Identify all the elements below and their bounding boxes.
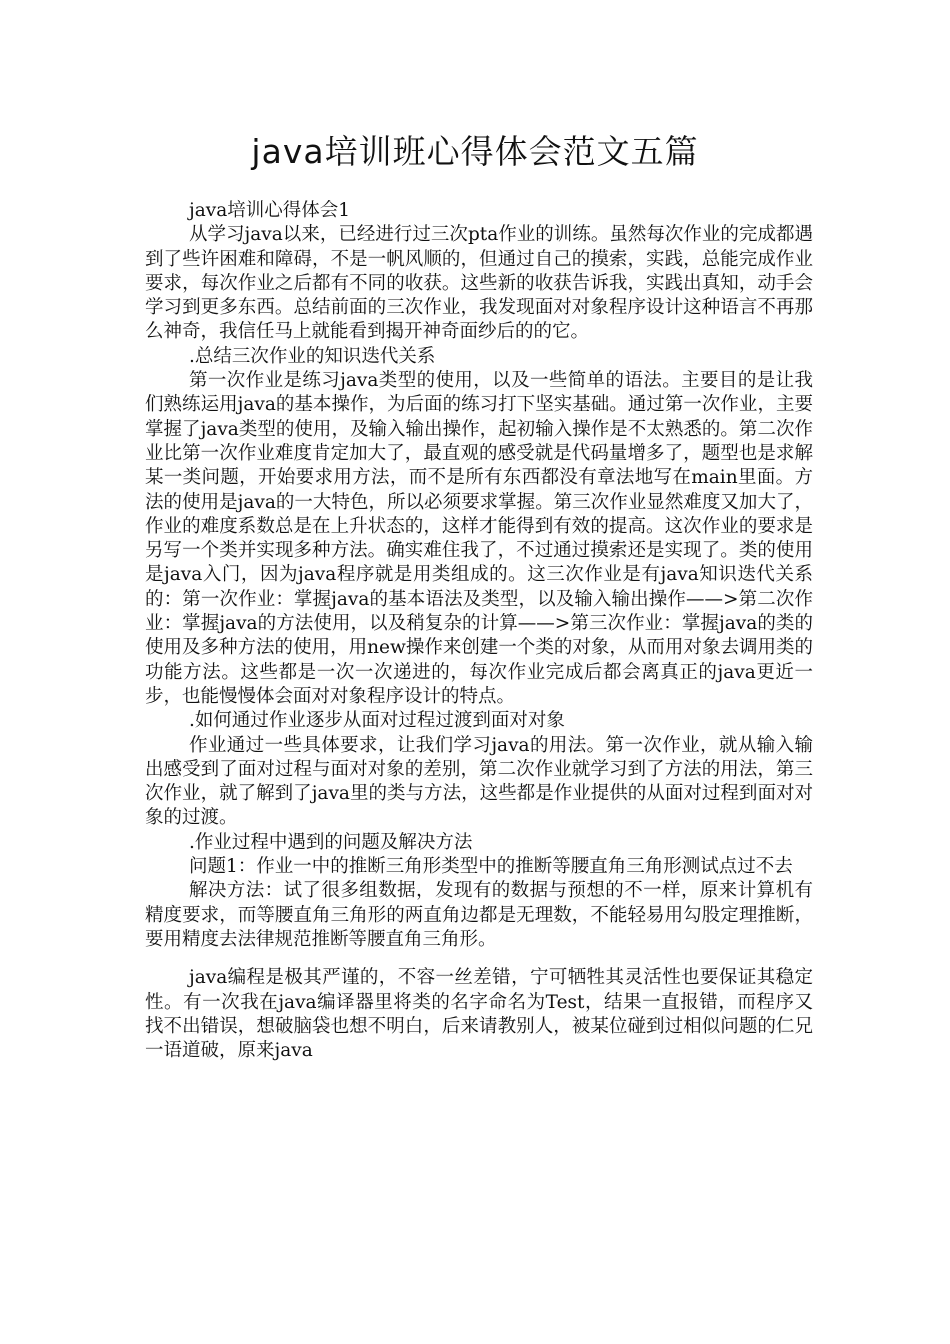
section-heading: .总结三次作业的知识迭代关系 [189, 345, 436, 367]
subtitle-paragraph: java培训心得体会1 [189, 200, 351, 221]
body-paragraph: 问题1：作业一中的推断三角形类型中的推断等腰直角三角形测试点过不去 [189, 856, 793, 878]
body-paragraph: java编程是极其严谨的，不容一丝差错，宁可牺牲其灵活性也要保证其稳定性。有一次我在java编译器里将类的名字命名为Test，结果一直报错，而程序又找不出错误，想破脑袋也想不明白，后来请教别人，被某位碰到过相似问题的仁兄一语道破，原来java [145, 967, 813, 1062]
document-body [145, 199, 813, 1063]
document-title: java培训班心得体会范文五篇 [251, 132, 699, 171]
body-paragraph: 作业通过一些具体要求，让我们学习java的用法。第一次作业，就从输入输出感受到了面对过程与面对对象的差别，第二次作业就学习到了方法的用法，第三次作业，就了解到了java里的类与方法，这些都是作业提供的从面对过程到面对对象的过渡。 [145, 734, 813, 829]
section-heading: .如何通过作业逐步从面对过程过渡到面对对象 [189, 710, 565, 732]
section-heading: .作业过程中遇到的问题及解决方法 [189, 831, 473, 853]
body-paragraph: 解决方法：试了很多组数据，发现有的数据与预想的不一样，原来计算机有精度要求，而等腰直角三角形的两直角边都是无理数，不能轻易用勾股定理推断，要用精度去法律规范推断等腰直角三角形。 [145, 880, 813, 950]
body-paragraph: 第一次作业是练习java类型的使用，以及一些简单的语法。主要目的是让我们熟练运用java的基本操作，为后面的练习打下坚实基础。通过第一次作业，主要掌握了java类型的使用，及输入输出操作，起初输入操作是不太熟悉的。第二次作业比第一次作业难度肯定加大了，最直观的感受就是代码量增多了，题型也是求解某一类问题，开始要求用方法，而不是所有东西都没有章法地写在main里面。方法的使用是java的一大特色，所以必须要求掌握。第三次作业显然难度又加大了，作业的难度系数总是在上升状态的，这样才能得到有效的提高。这次作业的要求是另写一个类并实现多种方法。确实难住我了，不过通过摸索还是实现了。类的使用是java入门，因为java程序就是用类组成的。这三次作业是有java知识迭代关系的：第一次作业：掌握java的基本语法及类型，以及输入输出操作——>第二次作业：掌握java的方法使用，以及稍复杂的计算——>第三次作业：掌握java的类的使用及多种方法的使用，用new操作来创建一个类的对象，从而用对象去调用类的功能方法。这些都是一次一次递进的，每次作业完成后都会离真正的java更近一步，也能慢慢体会面对对象程序设计的特点。 [145, 370, 813, 707]
body-paragraph: 从学习java以来，已经进行过三次pta作业的训练。虽然每次作业的完成都遇到了些许困难和障碍，不是一帆风顺的，但通过自己的摸索，实践，总能完成作业要求，每次作业之后都有不同的收获。这些新的收获告诉我，实践出真知，动手会学习到更多东西。总结前面的三次作业，我发现面对对象程序设计这种语言不再那么神奇，我信任马上就能看到揭开神奇面纱后的的它。 [145, 224, 813, 343]
